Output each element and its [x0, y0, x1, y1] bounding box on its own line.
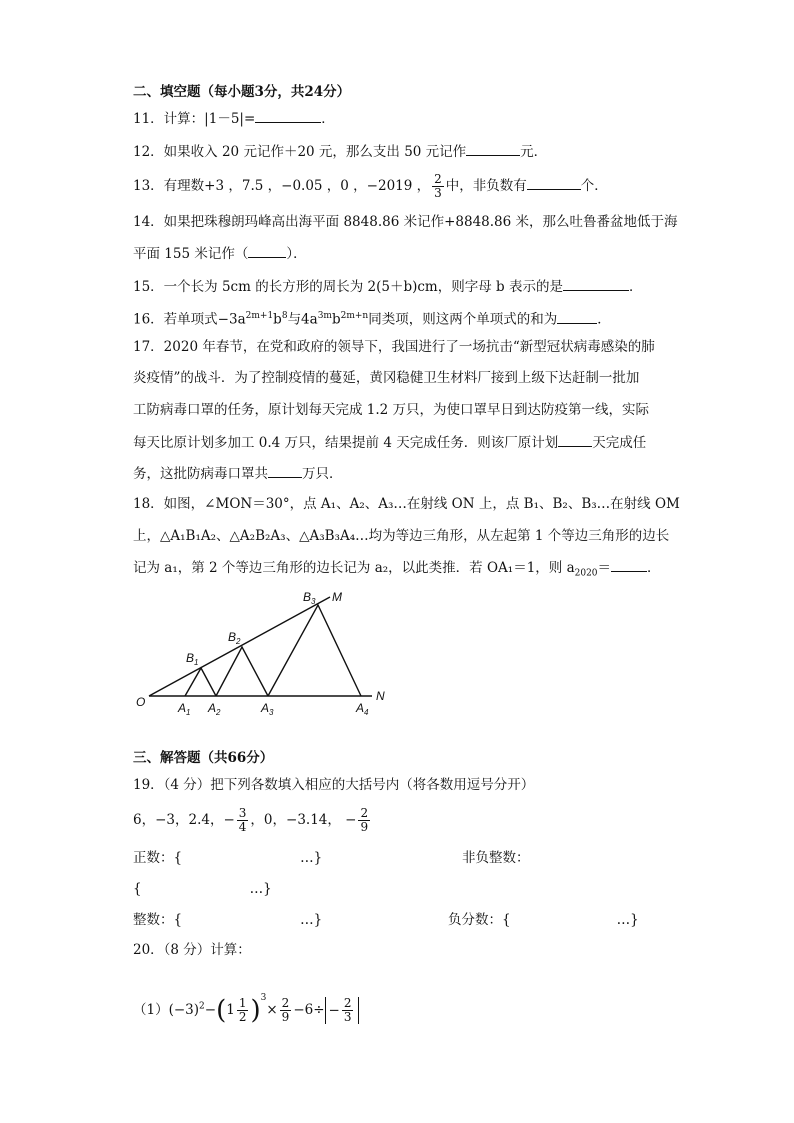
question-18-line2: 上，△A₁B₁A₂、△A₂B₂A₃、△A₃B₃A₄…均为等边三角形，从左起第 1 个等边三角形的边长	[133, 528, 670, 544]
question-14-line2: 平面 155 米记作（ ）．	[133, 243, 307, 264]
fraction: $\frac{3}{4}$	[238, 806, 247, 834]
ray-om	[149, 597, 330, 696]
question-20-part1: $(1)(-3)^2-(1$ $\frac{1}{2}$ )$^3$× $\frac{2}{9}$ −6÷ − $\frac{2}{3}$	[133, 976, 359, 1033]
question-14-line1: 14．如果把珠穆朗玛峰高出海平面 8848.86 米记作+8848.86 米，那么吐鲁番盆地低于海	[133, 214, 678, 230]
negative-fraction-set[interactable]: 负分数：{ …}	[448, 912, 639, 928]
label-b3: $B_3$	[303, 590, 316, 606]
question-18-line3: 记为 a₁，第 2 个等边三角形的边长记为 a₂，以此类推．若 OA₁＝1，则 $a_{2020}=$ ．	[133, 557, 661, 584]
question-17-line2: 炎疫情”的战斗．为了控制疫情的蔓延，黄冈稳健卫生材料厂接到上级下达赶制一批加	[133, 370, 640, 386]
label-b1: $B_1$	[186, 651, 199, 667]
question-13: 13．有理数+3 ，7.5 ，−0.05 ，0 ，−2019 ， $\frac{2}{3}$ 中，非负数有 个．	[133, 172, 608, 200]
question-18-line1: 18．如图，∠MON＝30°，点 A₁、A₂、A₃…在射线 ON 上，点 B₁、B₂、B₃…在射线 OM	[133, 496, 680, 512]
nonneg-integer-set[interactable]: { …}	[133, 881, 272, 897]
label-a2: $A_2$	[208, 701, 221, 717]
question-11: 11．计算：|1－5|= ．	[133, 108, 335, 129]
question-20-intro: 20．（8 分）计算：	[133, 942, 251, 958]
integer-set[interactable]: 整数：{ …}	[133, 912, 323, 928]
triangle-3	[268, 605, 361, 696]
question-17-line3: 工防病毒口罩的任务，原计划每天完成 1.2 万只，为使口罩早日到达防疫第一线，实际	[133, 402, 650, 418]
fraction: $\frac{2}{9}$	[360, 806, 369, 834]
label-a3: $A_3$	[261, 701, 274, 717]
triangle-1	[185, 668, 216, 696]
question-12: 12．如果收入 20 元记作＋20 元，那么支出 50 元记作 元．	[133, 141, 547, 162]
section3-heading: 三、解答题（共66分）	[133, 750, 274, 766]
question-19-intro: 19．（4 分）把下列各数填入相应的大括号内（将各数用逗号分开）	[133, 777, 535, 793]
fraction: $\frac{2}{3}$	[434, 172, 442, 200]
label-n: N	[376, 689, 385, 703]
question-17-line1: 17．2020 年春节，在党和政府的领导下，我国进行了一场抗击“新型冠状病毒感染的肺	[133, 339, 655, 355]
positive-set[interactable]: 正数：{ …}	[133, 850, 323, 866]
label-a4: $A_4$	[356, 701, 369, 717]
question-19-numbers: 6，−3，2.4，− $\frac{3}{4}$ ，0，−3.14， − $\frac{2}{9}$	[133, 806, 369, 834]
label-o: O	[136, 695, 146, 709]
nonneg-integer-label: 非负整数：	[462, 850, 530, 866]
label-b2: $B_2$	[228, 630, 241, 646]
question-17-line4: 每天比原计划多加工 0.4 万只，结果提前 4 天完成任务．则该厂原计划 天完成任	[133, 432, 646, 453]
label-a1: $A_1$	[178, 701, 191, 717]
question-16: 16．若单项式$-3a^{2m+1}b^8$与$4a^{3m}b^{2m+n}$同类项，则这两个单项式的和为 ．	[133, 306, 611, 330]
question-15: 15．一个长为 5cm 的长方形的周长为 2(5＋b)cm，则字母 b 表示的是 ．	[133, 276, 642, 297]
question-17-line5: 务，这批防病毒口罩共 万只．	[133, 463, 343, 484]
label-m: M	[332, 590, 342, 604]
section2-heading: 二、填空题（每小题3分，共24分）	[133, 84, 351, 100]
